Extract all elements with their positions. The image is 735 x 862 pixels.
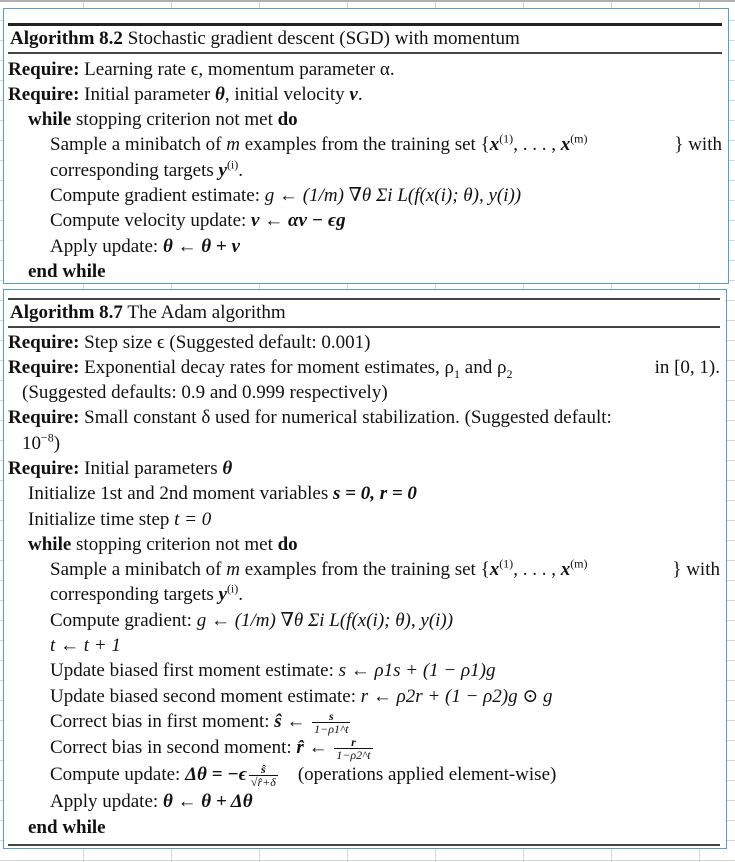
math-theta: θ [215, 83, 225, 105]
step-label: Compute gradient: [50, 609, 197, 631]
while-condition: stopping criterion not met [71, 533, 278, 555]
text: corresponding targets [50, 584, 219, 606]
math-x: x [560, 134, 571, 156]
text: Sample a minibatch of [50, 559, 227, 581]
end-while-keyword: end while [28, 260, 106, 282]
apply-line [8, 789, 720, 814]
algorithm-name: Stochastic gradient descent (SGD) with momentum [127, 28, 520, 49]
end-while-keyword: end while [28, 816, 106, 838]
math-x: x [489, 134, 500, 156]
apply-formula: θ ← θ + v [162, 235, 240, 257]
require-text: and ρ [460, 356, 507, 378]
require-text: , initial velocity [224, 83, 350, 105]
subscript: 2 [506, 366, 513, 381]
require-text: (Suggested defaults: 0.9 and 0.999 respectively) [22, 382, 388, 404]
require-line [8, 82, 722, 107]
while-condition: stopping criterion not met [71, 109, 278, 131]
velocity-line [8, 208, 722, 233]
require-line [8, 456, 720, 481]
apply-line [8, 234, 722, 259]
require-line [8, 330, 720, 355]
bottom-rule [8, 844, 720, 846]
step-label: Update biased first moment estimate: [50, 660, 339, 682]
require-text: Learning rate ϵ, momentum parameter α. [84, 58, 395, 80]
algorithm-title [8, 26, 722, 52]
correct-second-line [8, 735, 720, 761]
algorithm-name: The Adam algorithm [127, 302, 286, 323]
step-label: Correct bias in first moment: [50, 710, 275, 732]
algorithm-box [8, 290, 720, 846]
fraction [334, 736, 372, 761]
math-x: x [489, 559, 500, 581]
algorithm-image-adam[interactable] [3, 289, 727, 849]
second-moment-line [8, 684, 720, 709]
require-text: in [0, 1). [654, 356, 720, 378]
algorithm-image-sgd-momentum[interactable] [3, 8, 729, 284]
text: examples from the training set { [239, 559, 490, 581]
math-lhs: Δθ = −ϵ [185, 764, 247, 786]
superscript: (1) [499, 556, 514, 571]
sample-line [8, 557, 720, 582]
init-formula: s = 0, r = 0 [332, 483, 417, 505]
text: examples from the training set { [239, 134, 490, 156]
require-text: Initial parameter [84, 83, 215, 105]
algorithm-box [8, 9, 722, 292]
init-formula: t = 0 [174, 508, 212, 530]
step-label: Update biased second moment estimate: [50, 685, 361, 707]
time-increment-formula: t ← t + 1 [50, 635, 121, 657]
math-y: y [218, 584, 227, 606]
fraction [312, 710, 350, 735]
text: } with [674, 134, 722, 156]
superscript: (1) [499, 132, 514, 147]
compute-update-line [8, 761, 720, 789]
correct-first-line [8, 709, 720, 735]
second-moment-formula: r ← ρ2r + (1 − ρ2)g ⊙ g [360, 685, 553, 707]
step-label: Compute gradient estimate: [50, 184, 265, 206]
superscript: (m) [570, 556, 588, 571]
step-label: Apply update: [50, 791, 163, 813]
require-continuation [8, 431, 720, 456]
numerator: r [334, 736, 372, 749]
require-line [8, 405, 720, 430]
require-keyword: Require: [8, 331, 80, 353]
text: corresponding targets [50, 159, 219, 181]
first-moment-line [8, 658, 720, 683]
superscript: (i) [226, 157, 239, 172]
step-label: Initialize time step [28, 508, 175, 530]
gradient-line [8, 608, 720, 633]
algorithm-title [8, 300, 720, 326]
require-text: Step size ϵ (Suggested default: 0.001) [84, 331, 371, 353]
math-base: 10 [22, 432, 41, 454]
velocity-formula: v ← αv − ϵg [251, 210, 346, 232]
step-label: Compute update: [50, 764, 186, 786]
while-keyword: while [28, 533, 72, 555]
init-moments-line [8, 481, 720, 506]
require-keyword: Require: [8, 407, 80, 429]
require-text: Initial parameters [84, 457, 223, 479]
superscript: −8 [41, 430, 54, 445]
require-continuation [8, 380, 720, 405]
math-y: y [218, 159, 227, 181]
fraction [249, 763, 278, 788]
require-line [8, 57, 722, 82]
do-keyword: do [277, 533, 298, 555]
while-line [8, 532, 720, 557]
require-text: Small constant δ used for numerical stabilization. (Suggested default: [84, 407, 612, 429]
require-text: Exponential decay rates for moment estimates, ρ [84, 356, 455, 378]
period: . [238, 159, 244, 181]
step-label: Correct bias in second moment: [50, 737, 297, 759]
end-while-line [8, 259, 722, 284]
spreadsheet-top-edge [0, 0, 735, 2]
while-line [8, 107, 722, 132]
math-v: v [349, 83, 358, 105]
text: } with [672, 559, 720, 581]
end-while-line [8, 815, 720, 840]
denominator: √r̂+δ [250, 775, 276, 790]
period: . [238, 584, 244, 606]
numerator: s [312, 710, 350, 723]
text: , . . . , [513, 134, 561, 156]
math-m: m [226, 559, 240, 581]
step-label: Apply update: [50, 235, 163, 257]
require-keyword: Require: [8, 58, 80, 80]
math-lhs: r̂ ← [296, 737, 333, 759]
step-label: Initialize 1st and 2nd moment variables [28, 483, 333, 505]
numerator: ŝ [249, 763, 278, 776]
sample-line [8, 132, 722, 157]
gradient-formula: g ← (1/m) ∇θ Σi L(f(x(i); θ), y(i)) [196, 609, 454, 631]
first-moment-formula: s ← ρ1s + (1 − ρ1)g [338, 660, 496, 682]
update-note: (operations applied element-wise) [297, 764, 557, 786]
math-m: m [226, 134, 240, 156]
time-increment-line [8, 633, 720, 658]
text: , . . . , [513, 559, 561, 581]
algorithm-label: Algorithm 8.7 [10, 302, 123, 323]
denominator: 1−ρ2^t [336, 748, 371, 763]
period: . [357, 83, 363, 105]
math-lhs: ŝ ← [274, 710, 311, 732]
require-keyword: Require: [8, 356, 80, 378]
targets-line [8, 158, 722, 183]
math-x: x [560, 559, 571, 581]
while-keyword: while [28, 109, 72, 131]
apply-formula: θ ← θ + Δθ [162, 791, 253, 813]
subscript: 1 [454, 366, 461, 381]
denominator: 1−ρ1^t [314, 722, 349, 737]
gradient-formula: g ← (1/m) ∇θ Σi L(f(x(i); θ), y(i)) [264, 184, 522, 206]
text: ) [53, 432, 61, 454]
gradient-line [8, 183, 722, 208]
do-keyword: do [277, 109, 298, 131]
superscript: (m) [570, 132, 588, 147]
step-label: Compute velocity update: [50, 210, 252, 232]
text: Sample a minibatch of [50, 134, 227, 156]
require-keyword: Require: [8, 457, 80, 479]
targets-line [8, 582, 720, 607]
math-theta: θ [222, 457, 233, 479]
require-line [8, 355, 720, 380]
algorithm-label: Algorithm 8.2 [10, 28, 123, 49]
superscript: (i) [226, 582, 239, 597]
require-keyword: Require: [8, 83, 80, 105]
init-time-line [8, 507, 720, 532]
